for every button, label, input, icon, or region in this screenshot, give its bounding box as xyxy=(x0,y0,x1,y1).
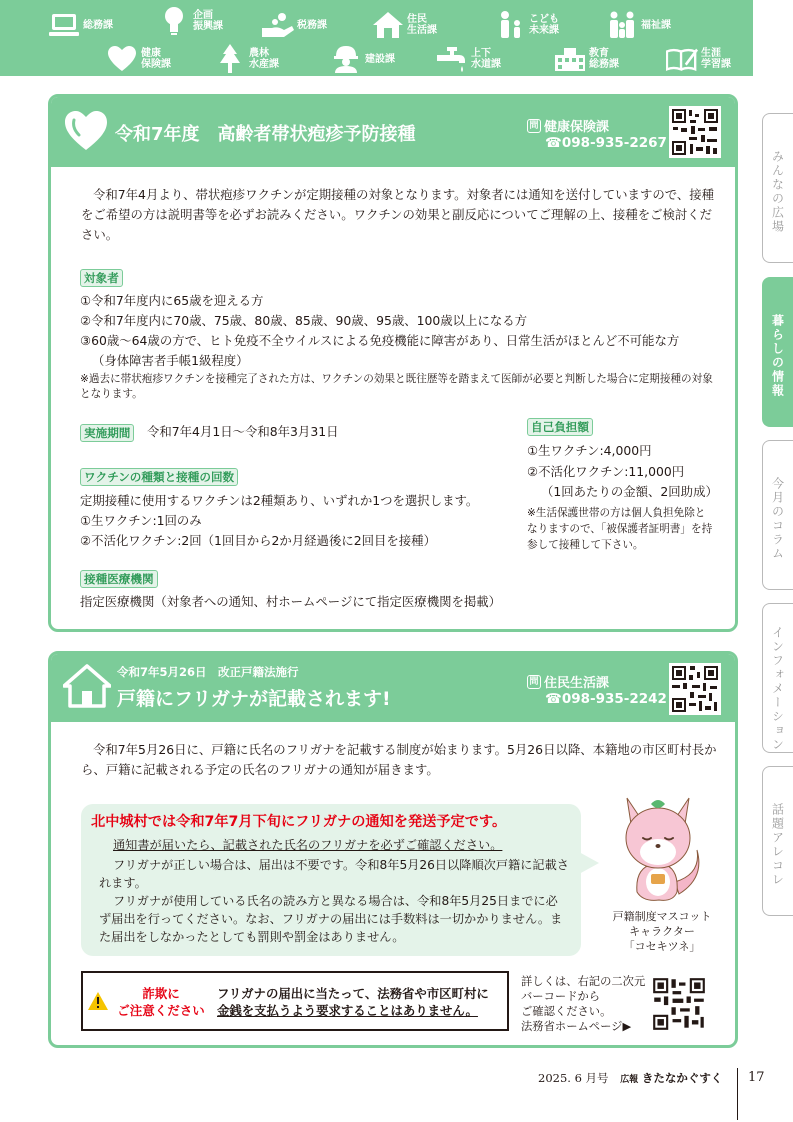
tree-icon xyxy=(214,44,246,74)
school-icon xyxy=(554,44,586,74)
coins-hand-icon xyxy=(262,10,294,40)
moj-homepage-link[interactable]: 法務省ホームページ▶ xyxy=(521,1020,632,1033)
parent-child-icon xyxy=(494,10,526,40)
target-note: ※過去に帯状疱疹ワクチンを接種完了された方は、ワクチンの効果と既往歴等を踏まえて医師が必要と判断した場合に定期接種の対象となります。 xyxy=(80,373,713,400)
target-item: （身体障害者手帳1級程度） xyxy=(92,353,249,368)
side-tab-wadai[interactable]: 話題アレコレ xyxy=(762,766,793,916)
page-number: 17 xyxy=(748,1070,765,1085)
highlight-notice: 北中城村では令和7年7月下旬にフリガナの通知を発送予定です。 xyxy=(91,814,507,830)
article-title: 令和7年度 高齢者帯状疱疹予防接種 xyxy=(115,124,416,145)
koseki-furigana-article xyxy=(48,651,738,1048)
heart-icon xyxy=(106,44,138,74)
side-tab-column[interactable]: 今月のコラム xyxy=(762,440,793,590)
cost-note: ※生活保護世帯の方は個人負担免除となりますので、「被保護者証明書」を持参して接種して下さい。 xyxy=(527,507,713,551)
article-subtitle: 令和7年5月26日 改正戸籍法施行 xyxy=(117,665,299,679)
nav-item-fukushi[interactable]: 福祉課 xyxy=(606,10,671,40)
contact-info: 問 健康保険課 ☎098-935-2267 xyxy=(527,116,667,151)
intro-paragraph: 令和7年4月より、帯状疱疹ワクチンが定期接種の対象となります。対象者には通知を送付していますので、接種をご希望の方は説明書等を必ずお読みください。ワクチンの効果と副反応についてご理解の上、接種をご検討ください。 xyxy=(81,187,715,242)
notice-bubble xyxy=(81,804,581,956)
warning-text: フリガナの届出に当たって、法務省や市区町村に 金銭を支払うよう要求することはありません。 xyxy=(217,986,489,1018)
nav-item-shogai[interactable]: 生涯 学習課 xyxy=(666,44,731,74)
warning-icon xyxy=(88,992,108,1014)
qr-code[interactable] xyxy=(669,106,721,158)
intro-paragraph: 令和7年5月26日に、戸籍に氏名のフリガナを記載する制度が始まります。5月26日以降、本籍地の市区町村長から、戸籍に記載される予定の氏名のフリガナの通知が届きます。 xyxy=(81,742,717,777)
article-title: 戸籍にフリガナが記載されます! xyxy=(117,688,391,710)
nav-item-jogesuido[interactable]: 上下 水道課 xyxy=(436,44,501,74)
heart-icon xyxy=(65,111,107,155)
target-item: ①令和7年度内に65歳を迎える方 xyxy=(80,293,264,308)
cost-line: ②不活化ワクチン:11,000円 xyxy=(527,464,685,479)
vaccine-line: ①生ワクチン:1回のみ xyxy=(80,513,202,528)
clinic-value: 指定医療機関（対象者への通知、村ホームページにて指定医療機関を掲載） xyxy=(80,594,502,609)
lightbulb-icon xyxy=(158,6,190,36)
footer-issue xyxy=(538,1070,722,1086)
vaccine-line: 定期接種に使用するワクチンは2種類あり、いずれか1つを選択します。 xyxy=(80,493,479,508)
department-nav xyxy=(0,0,753,76)
side-tab-minna[interactable]: みんなの広場 xyxy=(762,113,793,263)
side-tab-kurashi[interactable]: 暮らしの情報 xyxy=(762,277,793,427)
shingles-vaccine-article xyxy=(48,94,738,632)
family-icon xyxy=(606,10,638,40)
nav-item-somu[interactable]: 総務課 xyxy=(48,10,113,40)
book-pen-icon xyxy=(666,44,698,74)
moj-qr-code[interactable] xyxy=(651,976,707,1032)
section-label-period: 実施期間 xyxy=(80,424,134,442)
vaccine-line: ②不活化ワクチン:2回（1回目から2か月経過後に2回目を接種） xyxy=(80,533,436,548)
mascot-kosekitsune xyxy=(613,794,703,910)
section-label-vaccine: ワクチンの種類と接種の回数 xyxy=(80,468,238,486)
side-tab-information[interactable]: インフォメーション xyxy=(762,603,793,753)
nav-item-norin[interactable]: 農林 水産課 xyxy=(214,44,279,74)
computer-icon xyxy=(48,10,80,40)
target-item: ②令和7年度内に70歳、75歳、80歳、85歳、90歳、95歳、100歳以上になる方 xyxy=(80,313,528,328)
house-icon xyxy=(63,664,111,712)
inquiry-mark: 問 xyxy=(527,119,541,133)
nav-item-jumin[interactable]: 住民 生活課 xyxy=(372,10,437,40)
article-header xyxy=(51,97,735,167)
cost-line: ①生ワクチン:4,000円 xyxy=(527,443,652,458)
nav-item-kikaku[interactable]: 企画 振興課 xyxy=(158,6,223,36)
footer-koho: 広報 xyxy=(620,1075,639,1085)
nav-item-kyoiku[interactable]: 教育 総務課 xyxy=(554,44,619,74)
contact-info: 問 住民生活課 ☎098-935-2242 xyxy=(527,672,667,707)
section-label-target: 対象者 xyxy=(80,269,123,287)
nav-item-kodomo[interactable]: こども 未来課 xyxy=(494,10,559,40)
more-info-text: 詳しくは、右記の二次元 バーコードから ご確認ください。 法務省ホームページ▶ xyxy=(521,975,646,1033)
faucet-icon xyxy=(436,44,468,74)
footer-divider xyxy=(737,1068,738,1120)
notice-paragraph-1: 通知書が届いたら、記載された氏名のフリガナを必ずご確認ください。 xyxy=(113,838,503,852)
qr-code[interactable] xyxy=(669,663,721,715)
article-header xyxy=(51,654,735,722)
house-icon xyxy=(372,10,404,40)
section-label-cost: 自己負担額 xyxy=(527,418,593,436)
nav-item-kenko[interactable]: 健康 保険課 xyxy=(106,44,171,74)
nav-item-kensetsu[interactable]: 建設課 xyxy=(330,44,395,74)
warning-title: 詐欺に ご注意ください xyxy=(117,986,205,1018)
cost-line: （1回あたりの金額、2回助成） xyxy=(541,484,718,499)
target-item: ③60歳～64歳の方で、ヒト免疫不全ウイルスによる免疫機能に障害があり、日常生活がほとんど不可能な方 xyxy=(80,333,680,348)
footer-publication-name: きたなかぐすく xyxy=(641,1071,723,1085)
mascot-caption: 戸籍制度マスコット キャラクター 「コセキツネ」 xyxy=(612,910,712,953)
notice-paragraph-3: フリガナが使用している氏名の読み方と異なる場合は、令和8年5月25日までに必ず届出を行ってください。なお、フリガナの届出には手数料は一切かかりません。また届出をしなかったとしても罰則や罰金はありません。 xyxy=(99,894,563,944)
phone-number: ☎098-935-2267 xyxy=(545,135,667,151)
worker-helmet-icon xyxy=(330,44,362,74)
section-label-clinic: 接種医療機関 xyxy=(80,570,158,588)
notice-paragraph-2: フリガナが正しい場合は、届出は不要です。令和8年5月26日以降順次戸籍に記載されます。 xyxy=(99,858,569,890)
fraud-warning-box xyxy=(81,971,509,1031)
phone-number: ☎098-935-2242 xyxy=(545,691,667,707)
period-value: 令和7年4月1日～令和8年3月31日 xyxy=(147,424,339,439)
nav-item-zeimu[interactable]: 税務課 xyxy=(262,10,327,40)
footer-date: 2025. 6 月号 xyxy=(538,1071,609,1085)
inquiry-mark: 問 xyxy=(527,675,541,689)
bubble-tail xyxy=(579,852,599,878)
